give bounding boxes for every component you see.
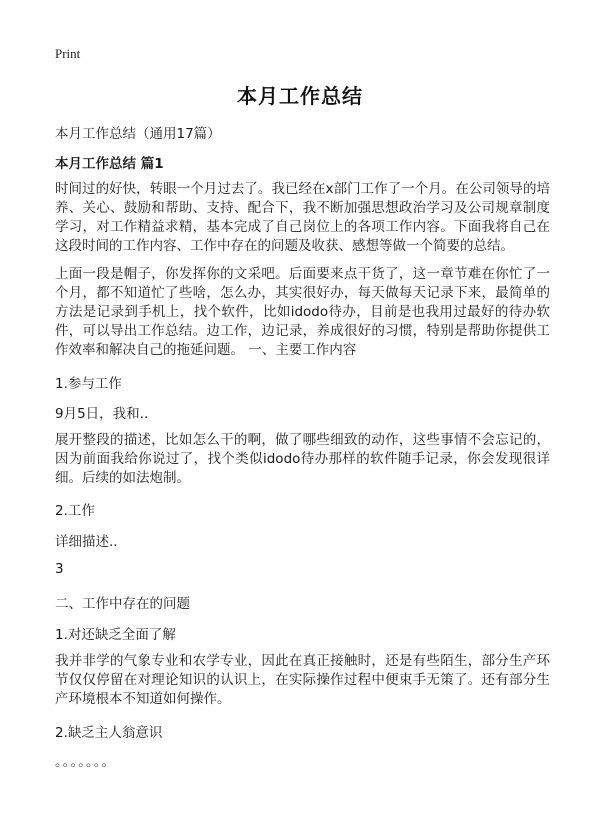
item3: 3 [55,561,64,577]
detail-paragraph: 展开整段的描述，比如怎么干的啊，做了哪些细致的动作，这些事情不会忘记的，因为前面我给你说过了，找个类似idodo待办那样的软件随手记录，你会发现很详细。后续的如法炮制。 [55,432,550,486]
print-link[interactable]: Print [55,46,81,61]
section-heading: 本月工作总结 篇1 [55,156,164,172]
ellipsis-line: 。。。。。。。 [55,754,116,770]
problem1-heading: 1.对还缺乏全面了解 [55,627,176,643]
intro-paragraph: 时间过的好快，转眼一个月过去了。我已经在x部门工作了一个月。在公司领导的培养、关心、鼓励和帮助、支持、配合下，我不断加强思想政治学习及公司规章制度学习，对工作精益求精，基本完成了自己岗位上的各项工作内容。下面我将自己在这段时间的工作内容、工作中存在的问题及收获、感想等做一个简要的总结。 [55,181,550,254]
item2-heading: 2.工作 [55,503,95,519]
section2-heading: 二、工作中存在的问题 [55,596,190,612]
problem2-heading: 2.缺乏主人翁意识 [55,725,163,741]
item2-detail: 详细描述.. [55,534,118,550]
item1-heading: 1.参与工作 [55,376,122,392]
guidance-paragraph: 上面一段是帽子，你发挥你的文采吧。后面要来点干货了，这一章节难在你忙了一个月，都不知道忙了些啥，怎么办，其实很好办，每天做每天记录下来，最简单的方法是记录到手机上，找个软件，比如idodo待办，目前是也我用过最好的待办软件，可以导出工作总结。边工作，边记录，养成很好的习惯，特别是帮助你提供工作效率和解决自己的拖延问题。 一、主要工作内容 [55,266,550,358]
problem1-paragraph: 我并非学的气象专业和农学专业，因此在真正接触时，还是有些陌生，部分生产环节仅仅停留在对理论知识的认识上，在实际操作过程中便束手无策了。还有部分生产环境根本不知道如何操作。 [55,653,550,707]
document-subtitle: 本月工作总结（通用17篇） [55,126,221,142]
item1-date: 9月5日，我和.. [55,406,149,422]
page-title: 本月工作总结 [237,84,363,108]
